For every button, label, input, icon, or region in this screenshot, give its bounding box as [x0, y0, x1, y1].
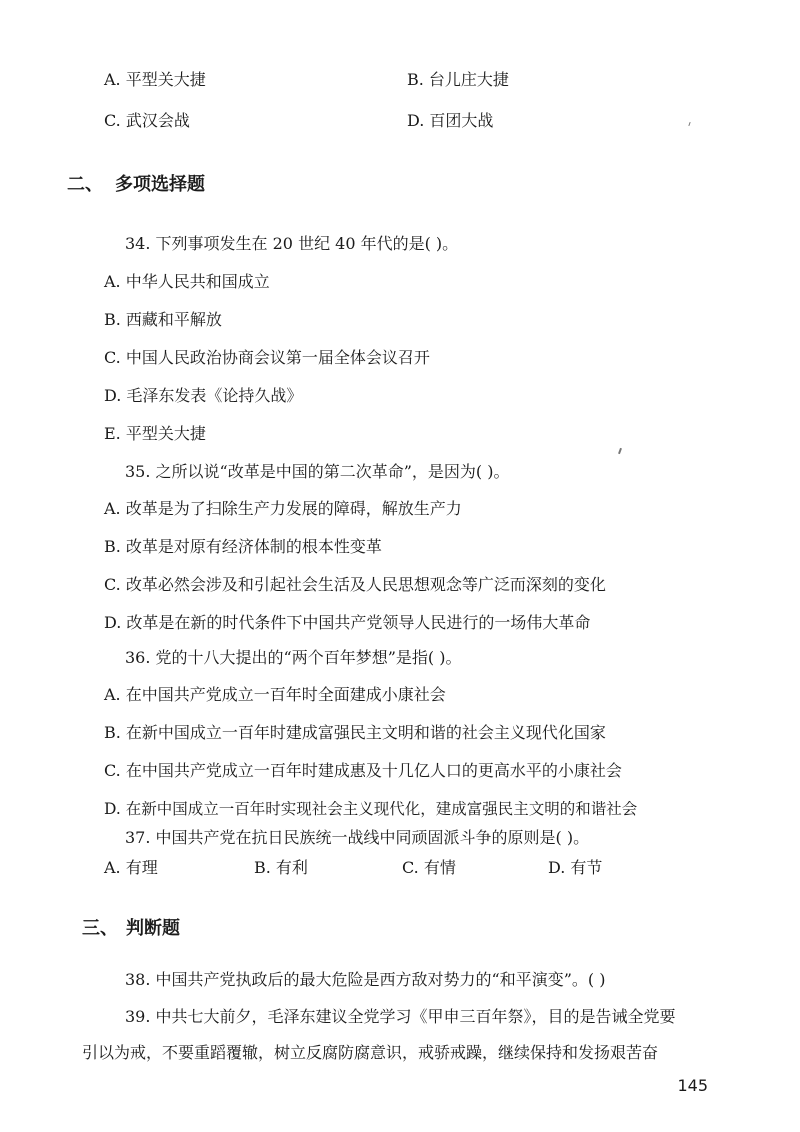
section-heading-true-false [82, 918, 180, 940]
question-37-stem: 37. 中国共产党在抗日民族统一战线中同顽固派斗争的原则是( )。 [125, 828, 590, 847]
question-37-option-c: C. 有情 [402, 858, 456, 877]
q33-option-c: C. 武汉会战 [104, 111, 190, 130]
question-38-stem: 38. 中国共产党执政后的最大危险是西方敌对势力的“和平演变”。( ) [125, 970, 606, 989]
section-number: 三、 [82, 918, 118, 939]
question-37-option-a: A. 有理 [104, 858, 158, 877]
question-37-option-b: B. 有利 [254, 858, 308, 877]
section-title: 判断题 [126, 918, 180, 939]
q33-options-row-2 [104, 111, 704, 131]
question-35-option-c: C. 改革必然会涉及和引起社会生活及人民思想观念等广泛而深刻的变化 [104, 575, 606, 594]
section-title: 多项选择题 [115, 174, 205, 195]
question-34-option-e: E. 平型关大捷 [104, 424, 206, 443]
section-heading-multiple-choice [67, 174, 205, 196]
q37-options-row [104, 858, 664, 878]
section-number: 二、 [67, 174, 103, 195]
question-34-option-d: D. 毛泽东发表《论持久战》 [104, 386, 303, 405]
question-34-option-c: C. 中国人民政治协商会议第一届全体会议召开 [104, 348, 430, 367]
q33-option-a: A. 平型关大捷 [104, 70, 206, 89]
question-35-option-a: A. 改革是为了扫除生产力发展的障碍，解放生产力 [104, 499, 462, 518]
question-35-stem: 35. 之所以说“改革是中国的第二次革命”，是因为( )。 [125, 462, 510, 481]
question-37-option-d: D. 有节 [548, 858, 603, 877]
question-36-option-c: C. 在中国共产党成立一百年时建成惠及十几亿人口的更高水平的小康社会 [104, 761, 622, 780]
question-36-option-b: B. 在新中国成立一百年时建成富强民主文明和谐的社会主义现代化国家 [104, 723, 606, 742]
question-35-option-b: B. 改革是对原有经济体制的根本性变革 [104, 537, 382, 556]
question-34-option-b: B. 西藏和平解放 [104, 310, 222, 329]
page-number: 145 [677, 1076, 708, 1095]
q33-option-d: D. 百团大战 [407, 111, 494, 130]
question-34-stem: 34. 下列事项发生在 20 世纪 40 年代的是( )。 [125, 234, 459, 253]
scan-speck [618, 448, 622, 454]
question-35-option-d: D. 改革是在新的时代条件下中国共产党领导人民进行的一场伟大革命 [104, 613, 591, 632]
q33-options-row-1 [104, 70, 704, 90]
question-39-line-2: 引以为戒，不要重蹈覆辙，树立反腐防腐意识，戒骄戒躁，继续保持和发扬艰苦奋 [82, 1043, 659, 1062]
question-36-option-d: D. 在新中国成立一百年时实现社会主义现代化，建成富强民主文明的和谐社会 [104, 800, 638, 818]
question-39-line-1: 39. 中共七大前夕，毛泽东建议全党学习《甲申三百年祭》，目的是告诫全党要 [125, 1007, 676, 1026]
question-34-option-a: A. 中华人民共和国成立 [104, 272, 270, 291]
q33-option-b: B. 台儿庄大捷 [407, 70, 509, 89]
question-36-stem: 36. 党的十八大提出的“两个百年梦想”是指( )。 [125, 648, 462, 667]
question-36-option-a: A. 在中国共产党成立一百年时全面建成小康社会 [104, 685, 446, 704]
